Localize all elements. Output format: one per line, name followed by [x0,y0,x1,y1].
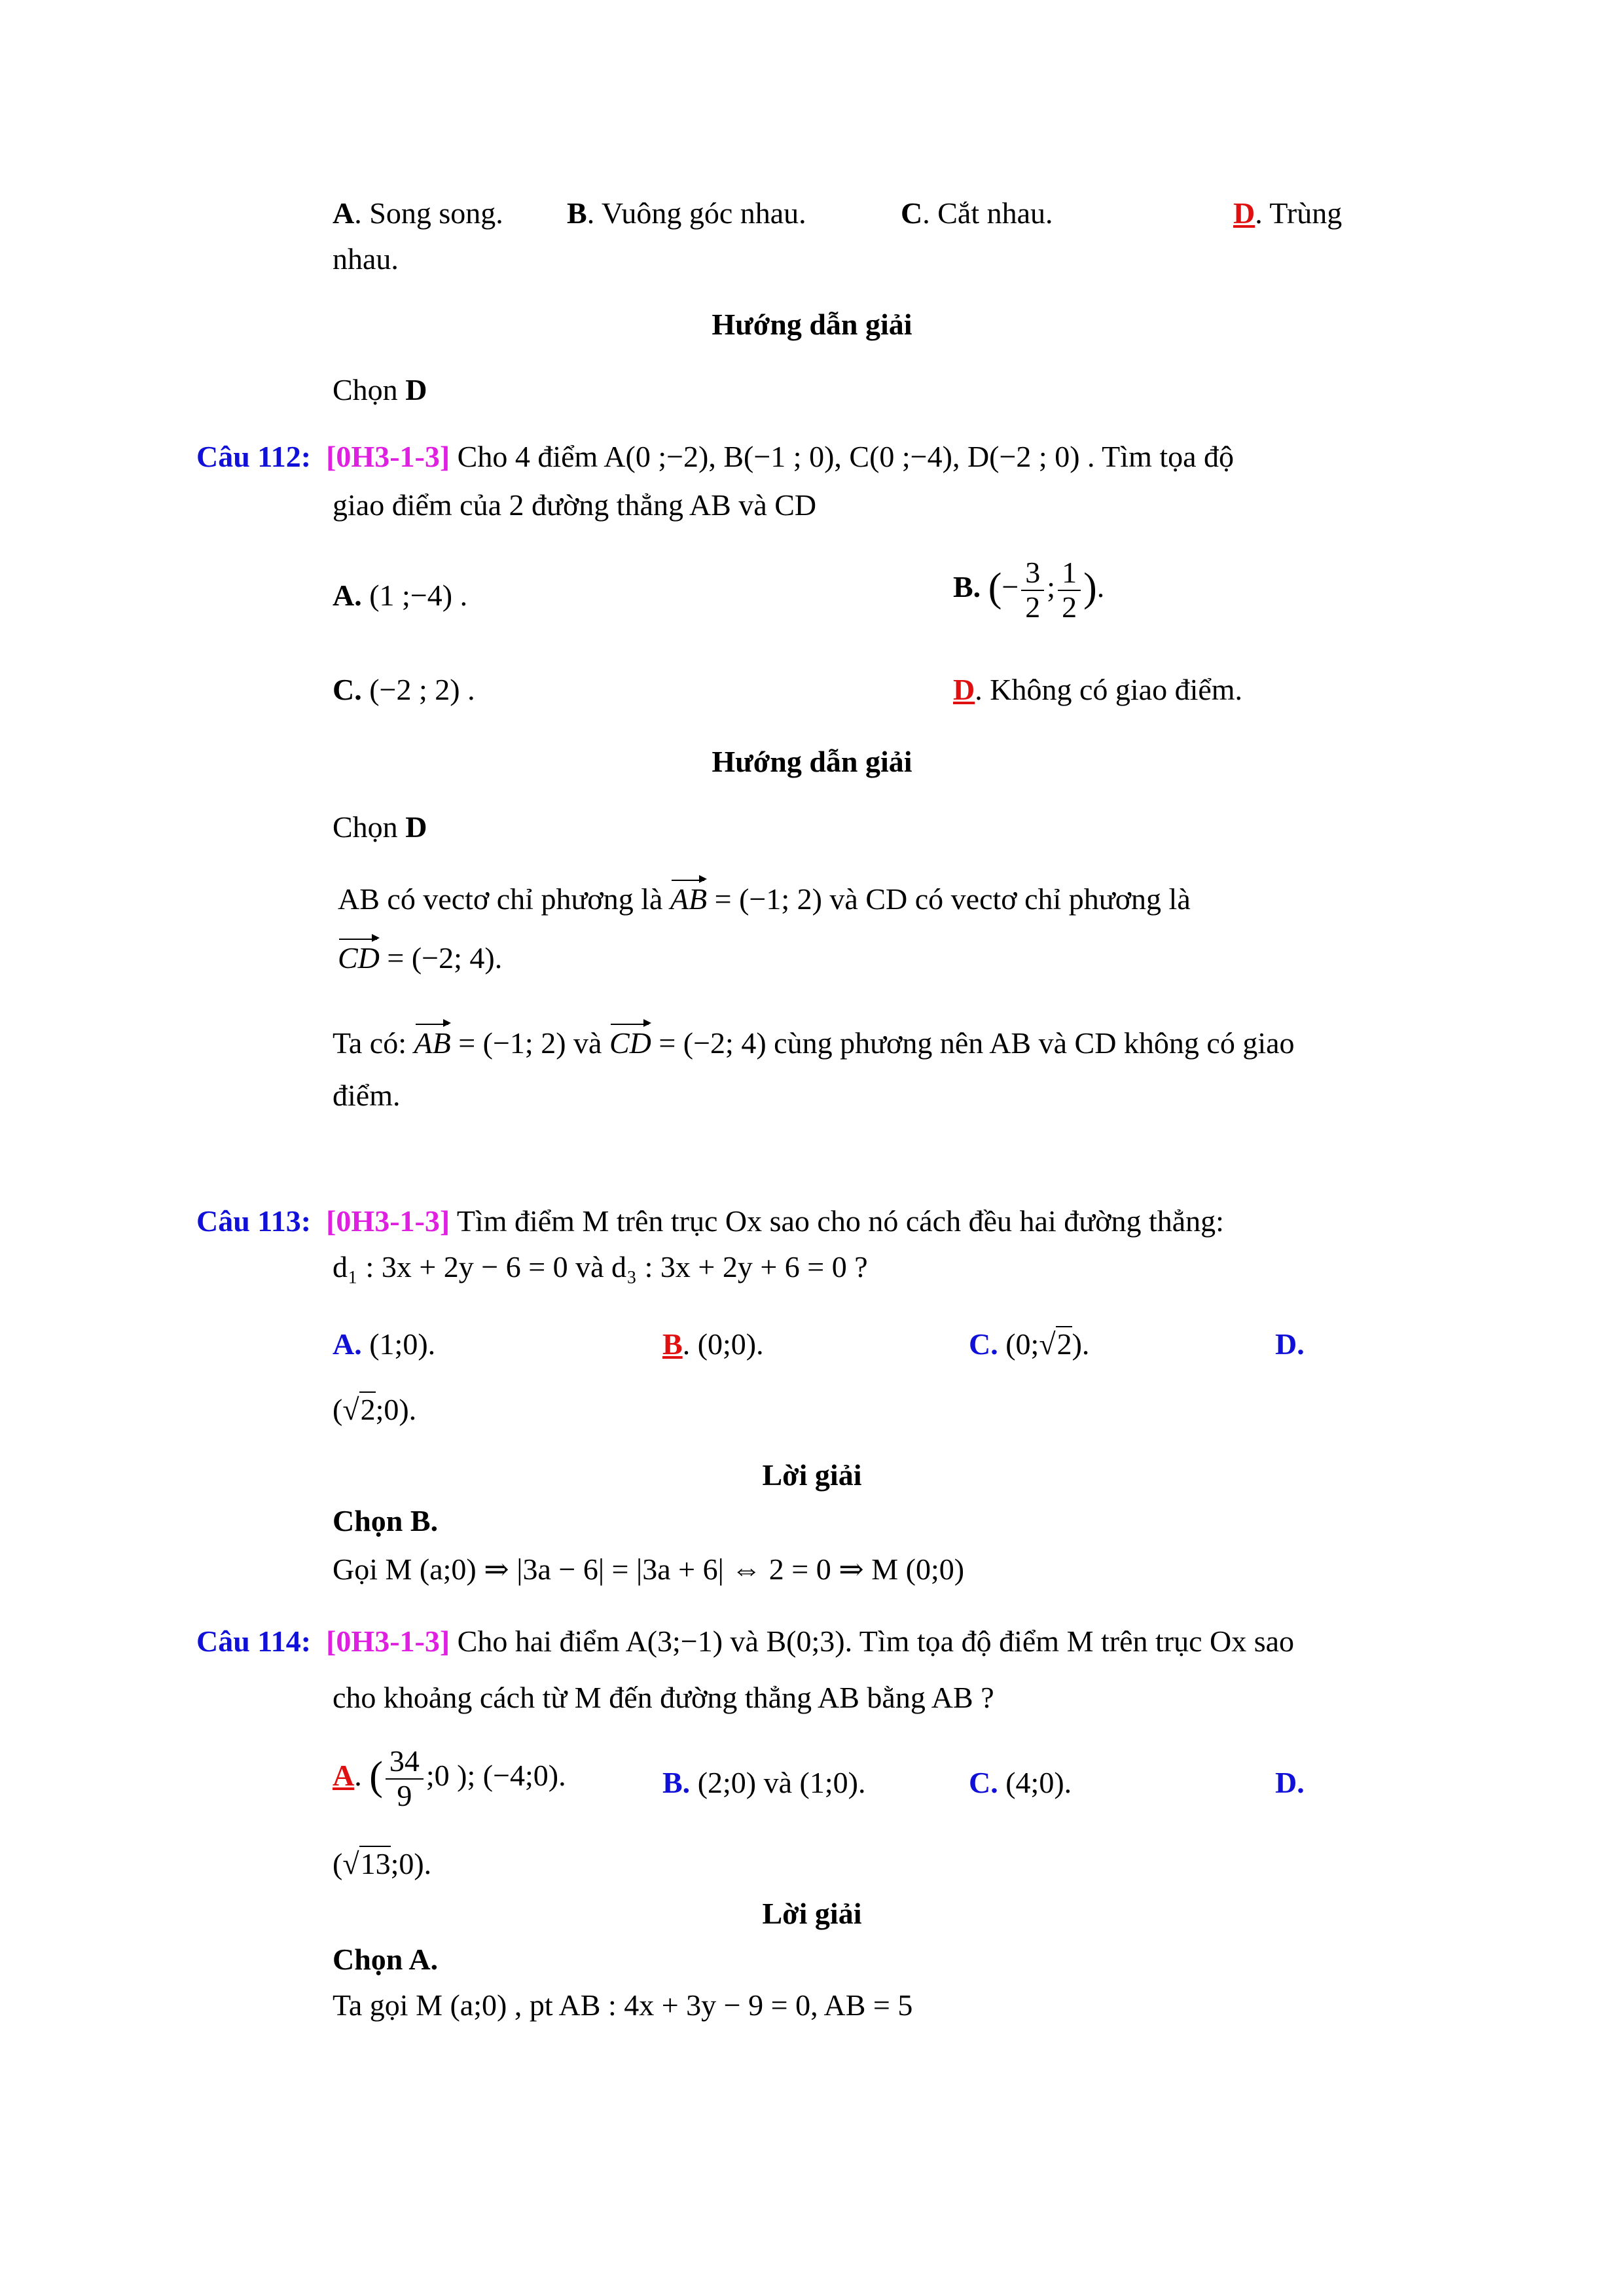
q112-solution-line1: AB có vectơ chỉ phương là AB = (−1; 2) và CD có vectơ chỉ phương là [338,881,1191,917]
q112-guide-title: Hướng dẫn giải [712,745,912,778]
q113-option-c: C. (0;√2). [969,1327,1090,1361]
q114-option-a: A. ( $\frac{34}{9}$ ;0 ); (−4;0). [333,1744,566,1812]
q112-chon: Chọn D [333,810,427,844]
q112-option-b: B. (− $\frac{3}{2}$ ; $\frac{1}{2}$ ). [953,556,1105,624]
q111-option-c: C. Cắt nhau. [901,196,1053,230]
vector-ab: AB [670,881,707,917]
q113-option-d-wrap: (√2;0). [333,1393,417,1426]
vector-cd: CD [338,940,380,976]
q113-option-b: B. (0;0). [662,1327,764,1361]
q111-option-b: B. Vuông góc nhau. [567,196,806,230]
q112-option-c: C. (−2 ; 2) . [333,673,475,706]
vector-cd: CD [609,1025,651,1061]
q114-tag: [0H3-1-3] [326,1624,450,1658]
q114-stem-line1: Câu 114: [0H3-1-3] Cho hai điểm A(3;−1) và B(0;3). Tìm tọa độ điểm M trên trục Ox sao [196,1624,1295,1658]
q111-chon: Chọn D [333,373,427,406]
q112-option-a: A. (1 ;−4) . [333,579,468,612]
q112-solution-line2: CD = (−2; 4). [338,940,502,976]
q113-stem-line1: Câu 113: [0H3-1-3] Tìm điểm M trên trục Ox sao cho nó cách đều hai đường thẳng: [196,1204,1224,1238]
q113-option-d: D. [1275,1327,1305,1361]
q114-option-d-wrap: (√13;0). [333,1847,432,1880]
q113-guide-title: Lời giải [762,1458,862,1492]
q111-option-a: A. Song song. [333,196,503,230]
q112-label: Câu 112: [196,440,312,473]
q113-solution: Gọi M (a;0) ⇒ |3a − 6| = |3a + 6| ⇔ 2 = 0 ⇒ M (0;0) [333,1552,965,1586]
q111-guide-title: Hướng dẫn giải [712,308,912,341]
q114-option-c: C. (4;0). [969,1766,1072,1799]
q113-option-a: A. (1;0). [333,1327,436,1361]
vector-ab: AB [414,1025,451,1061]
q111-option-d-wrap: nhau. [333,242,399,276]
q112-stem-line1: Câu 112: [0H3-1-3] Cho 4 điểm A(0 ;−2), B(−1 ; 0), C(0 ;−4), D(−2 ; 0) . Tìm tọa độ [196,440,1235,473]
q114-label: Câu 114: [196,1624,312,1658]
q112-solution-line4: điểm. [333,1079,401,1112]
q113-label: Câu 113: [196,1204,312,1238]
q112-option-d: D. Không có giao điểm. [953,673,1243,706]
q112-stem-line2: giao điểm của 2 đường thẳng AB và CD [333,488,817,522]
q113-stem-line2: d₁ : 3x + 2y − 6 = 0 và d₃ : 3x + 2y + 6 = 0 ? [333,1250,868,1283]
q114-option-b: B. (2;0) và (1;0). [662,1766,866,1799]
q114-guide-title: Lời giải [762,1897,862,1930]
q114-chon: Chọn A. [333,1943,439,1976]
q113-chon: Chọn B. [333,1504,439,1537]
q114-option-d: D. [1275,1766,1305,1799]
q114-solution: Ta gọi M (a;0) , pt AB : 4x + 3y − 9 = 0, AB = 5 [333,1988,913,2022]
q112-tag: [0H3-1-3] [326,440,450,473]
q113-tag: [0H3-1-3] [326,1204,450,1238]
q114-stem-line2: cho khoảng cách từ M đến đường thẳng AB bằng AB ? [333,1681,994,1714]
q112-solution-line3: Ta có: AB = (−1; 2) và CD = (−2; 4) cùng phương nên AB và CD không có giao [333,1025,1295,1061]
q111-option-d: D. Trùng [1233,196,1343,230]
